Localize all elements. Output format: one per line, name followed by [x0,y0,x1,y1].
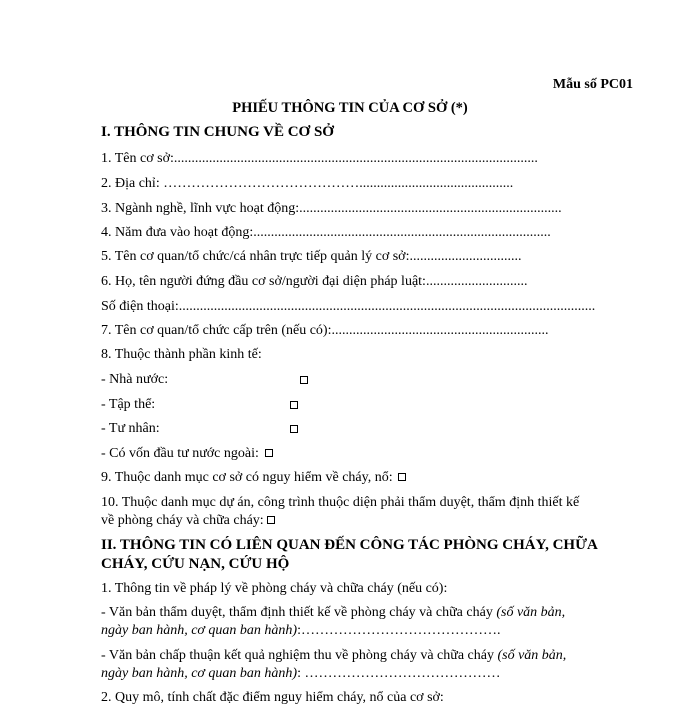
design-approval-note2: ngày ban hành, cơ quan ban hành) [101,623,298,638]
acceptance-line2 [101,665,500,682]
option-private-checkbox[interactable] [290,425,298,433]
item10-line2 [101,512,275,529]
option-foreign-investment-label [101,445,273,462]
field-head-person: 6. Họ, tên người đứng đầu cơ sở/người đại diện pháp luật:............................. [101,274,528,289]
field-parent-agency: 7. Tên cơ quan/tổ chức cấp trên (nếu có):.............................................................. [101,323,549,338]
design-approval-blank: :……………………………………. [297,623,501,638]
design-approval-note: (số văn bản, [496,605,566,620]
design-approval-line2 [101,622,500,639]
form-title: PHIẾU THÔNG TIN CỦA CƠ SỞ (*) [232,100,468,116]
design-approval-line1 [101,604,565,621]
design-approval-text: - Văn bản thẩm duyệt, thẩm định thiết kế về phòng cháy và chữa cháy [101,605,497,620]
section2-heading-line1: II. THÔNG TIN CÓ LIÊN QUAN ĐẾN CÔNG TÁC PHÒNG CHÁY, CHỮA [101,537,598,553]
item10-checkbox[interactable] [267,516,275,524]
section2-heading-line2: CHÁY, CỨU NẠN, CỨU HỘ [101,556,290,572]
item10-text: về phòng cháy và chữa cháy: [101,513,264,528]
section2-item2: 2. Quy mô, tính chất đặc điểm nguy hiểm cháy, nổ của cơ sở: [101,690,444,705]
option-collective-checkbox[interactable] [290,401,298,409]
option-collective-label: - Tập thể: [101,397,156,412]
option-foreign-investment-text: - Có vốn đầu tư nước ngoài: [101,446,259,461]
item9-checkbox[interactable] [398,473,406,481]
item9-line [101,469,406,486]
option-state-label: - Nhà nước: [101,372,169,387]
field-start-year: 4. Năm đưa vào hoạt động:..................................................................................... [101,225,551,240]
field-address: 2. Địa chỉ: ……………………………………............................................ [101,176,514,191]
acceptance-note: (số văn bản, [497,648,567,663]
field-facility-name: 1. Tên cơ sở:........................................................................................................ [101,151,538,166]
option-foreign-investment-checkbox[interactable] [265,449,273,457]
form-code: Mẫu số PC01 [552,77,633,92]
field-phone: Số điện thoại:....................................................................................................................... [101,299,596,314]
acceptance-line1 [101,647,566,664]
option-private-label: - Tư nhân: [101,421,160,436]
section2-item1: 1. Thông tin về pháp lý về phòng cháy và chữa cháy (nếu có): [101,581,448,596]
field-industry: 3. Ngành nghề, lĩnh vực hoạt động:........................................................................... [101,201,562,216]
section1-heading: I. THÔNG TIN CHUNG VỀ CƠ SỞ [101,124,334,140]
option-state-checkbox[interactable] [300,376,308,384]
acceptance-text: - Văn bản chấp thuận kết quả nghiệm thu về phòng cháy và chữa cháy [101,648,498,663]
field-economic-sector: 8. Thuộc thành phần kinh tế: [101,347,262,362]
acceptance-blank: : …………………………………… [297,666,501,681]
item10-line1: 10. Thuộc danh mục dự án, công trình thuộc diện phải thẩm duyệt, thẩm định thiết kế [101,495,580,510]
acceptance-note2: ngày ban hành, cơ quan ban hành) [101,666,298,681]
field-managing-agency: 5. Tên cơ quan/tổ chức/cá nhân trực tiếp quản lý cơ sở:................................ [101,249,522,264]
item9-text: 9. Thuộc danh mục cơ sở có nguy hiểm về cháy, nổ: [101,470,393,485]
